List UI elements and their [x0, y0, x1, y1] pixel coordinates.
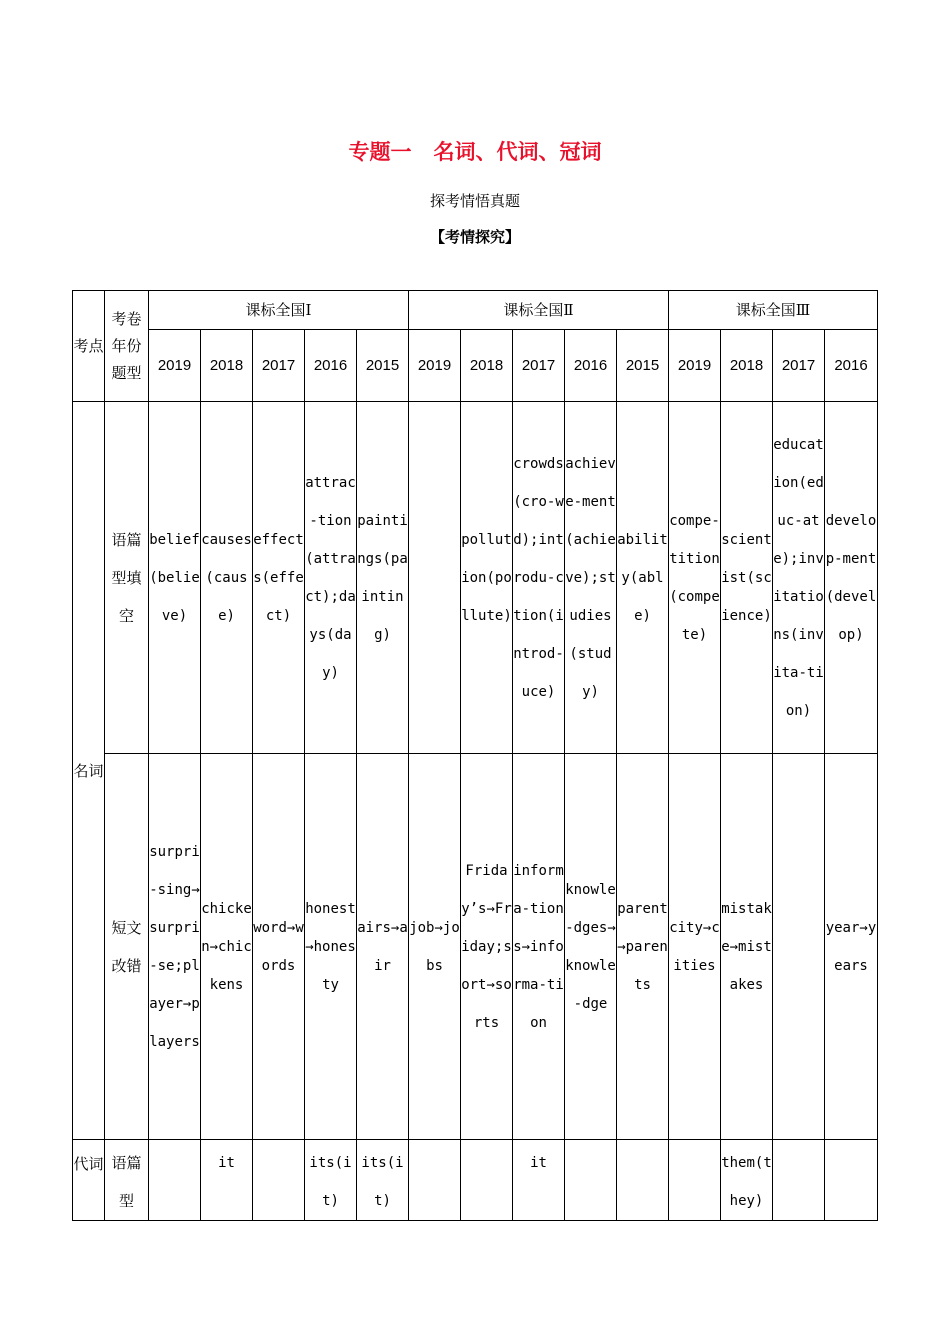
- answer-cell: surpri-sing→surpri-se;player→players: [149, 754, 201, 1140]
- year-cell: 2017: [773, 330, 825, 402]
- answer-cell: city→cities: [669, 754, 721, 1140]
- corner-point-cell: 考点: [73, 291, 105, 402]
- answer-cell: [773, 1140, 825, 1221]
- answer-cell: scientist(science): [721, 402, 773, 754]
- answer-cell: belief(believe): [149, 402, 201, 754]
- row-type-cell: 语篇型填空: [105, 402, 149, 754]
- answer-cell: [565, 1140, 617, 1221]
- answer-cell: it: [201, 1140, 253, 1221]
- year-cell: 2016: [825, 330, 878, 402]
- corner-header-cell: 考卷年份题型: [105, 291, 149, 402]
- answer-cell: word→words: [253, 754, 305, 1140]
- year-cell: 2015: [357, 330, 409, 402]
- answer-cell: develop-ment(develop): [825, 402, 878, 754]
- answer-cell: crowds(cro-wd);introdu-ction(introd-uce): [513, 402, 565, 754]
- answer-cell: [149, 1140, 201, 1221]
- answer-cell: year→years: [825, 754, 878, 1140]
- answer-cell: [409, 1140, 461, 1221]
- answer-cell: [409, 402, 461, 754]
- group-header-3: 课标全国Ⅲ: [669, 291, 878, 330]
- answer-cell: job→jobs: [409, 754, 461, 1140]
- answer-cell: achieve-ment(achieve);studies(study): [565, 402, 617, 754]
- exam-analysis-table: [72, 290, 878, 1221]
- answer-cell: educat ion(educ-ate);invitations(invita-tion): [773, 402, 825, 754]
- year-cell: 2017: [513, 330, 565, 402]
- year-cell: 2016: [565, 330, 617, 402]
- answer-cell: [825, 1140, 878, 1221]
- page-title: 专题一 名词、代词、冠词: [348, 140, 602, 164]
- answer-cell: airs→air: [357, 754, 409, 1140]
- answer-cell: [253, 1140, 305, 1221]
- year-cell: 2019: [149, 330, 201, 402]
- noun-topic-cell: 名词: [73, 402, 105, 1140]
- answer-cell: mistake→mistakes: [721, 754, 773, 1140]
- year-cell: 2018: [461, 330, 513, 402]
- answer-cell: honest→honesty: [305, 754, 357, 1140]
- answer-cell: chicken→chickens: [201, 754, 253, 1140]
- section-heading: 【考情探究】: [429, 228, 520, 246]
- answer-cell: ability(able): [617, 402, 669, 754]
- pronoun-topic-cell: 代词: [73, 1140, 105, 1221]
- year-cell: 2019: [669, 330, 721, 402]
- answer-cell: pollution(pollute): [461, 402, 513, 754]
- answer-cell: causes(cause): [201, 402, 253, 754]
- answer-cell: its(it): [357, 1140, 409, 1221]
- year-cell: 2017: [253, 330, 305, 402]
- answer-cell: them(they): [721, 1140, 773, 1221]
- answer-cell: parent→parents: [617, 754, 669, 1140]
- answer-cell: [461, 1140, 513, 1221]
- row-type-cell: 语篇型: [105, 1140, 149, 1221]
- group-header-1: 课标全国Ⅰ: [149, 291, 409, 330]
- answer-cell: [669, 1140, 721, 1221]
- answer-cell: its(it): [305, 1140, 357, 1221]
- answer-cell: informa-tions→informa-tion: [513, 754, 565, 1140]
- subtitle: 探考情悟真题: [429, 192, 520, 210]
- year-cell: 2019: [409, 330, 461, 402]
- answer-cell: it: [513, 1140, 565, 1221]
- year-cell: 2015: [617, 330, 669, 402]
- answer-cell: [617, 1140, 669, 1221]
- answer-cell: [773, 754, 825, 1140]
- answer-cell: knowle-dges→knowle-dge: [565, 754, 617, 1140]
- answer-cell: compe-tition(compete): [669, 402, 721, 754]
- group-header-2: 课标全国Ⅱ: [409, 291, 669, 330]
- row-type-cell: 短文改错: [105, 754, 149, 1140]
- year-cell: 2018: [721, 330, 773, 402]
- answer-cell: paintings(painting): [357, 402, 409, 754]
- year-cell: 2018: [201, 330, 253, 402]
- year-cell: 2016: [305, 330, 357, 402]
- answer-cell: Friday’s→Friday;sort→sorts: [461, 754, 513, 1140]
- answer-cell: effects(effect): [253, 402, 305, 754]
- answer-cell: attrac-tion(attract);days(day): [305, 402, 357, 754]
